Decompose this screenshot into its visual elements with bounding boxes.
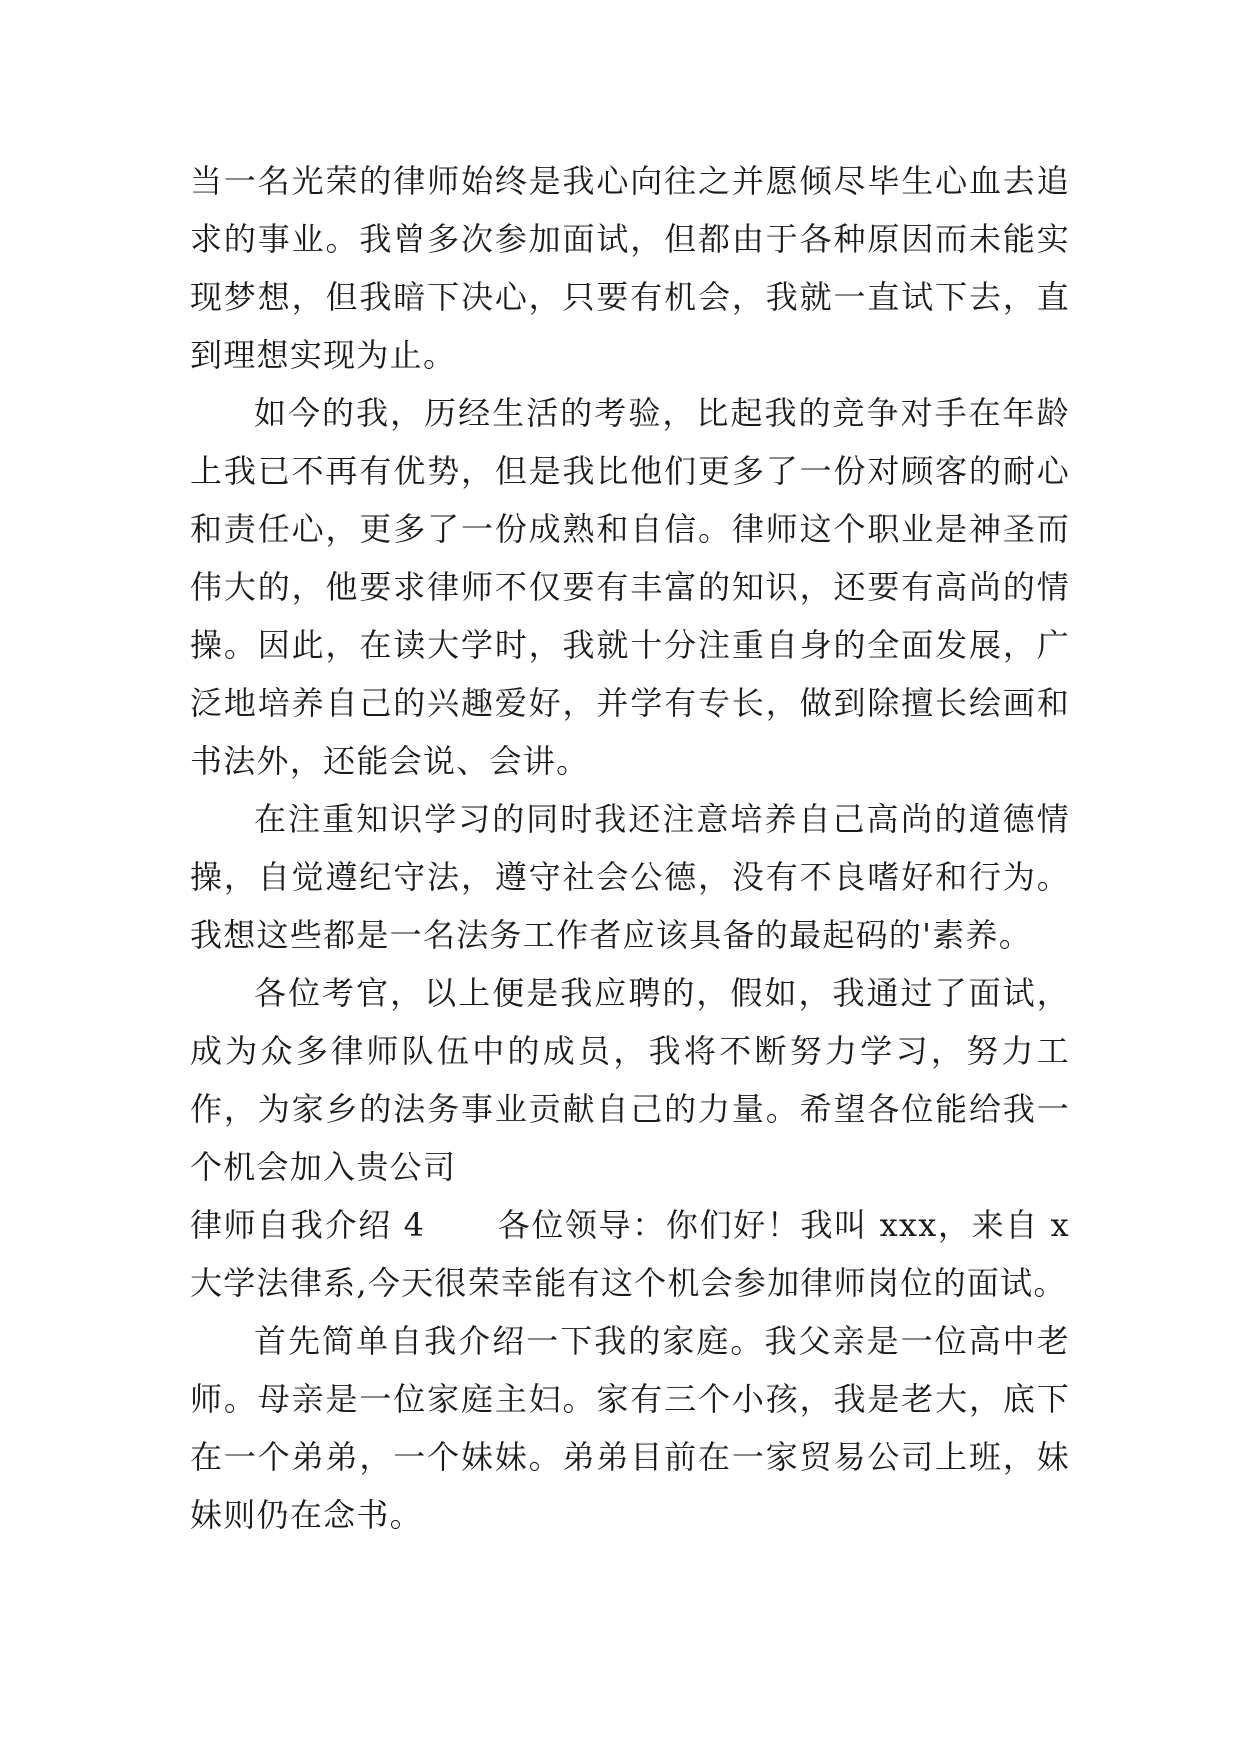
section-heading-line [190,1196,1070,1312]
paragraph-closing: 各位考官，以上便是我应聘的，假如，我通过了面试，成为众多律师队伍中的成员，我将不断努力学习，努力工作，为家乡的法务事业贡献自己的力量。希望各位能给我一个机会加入贵公司 [190,974,1070,1186]
paragraph-experience: 如今的我，历经生活的考验，比起我的竞争对手在年龄上我已不再有优势，但是我比他们更多了一份对顾客的耐心和责任心，更多了一份成熟和自信。律师这个职业是神圣而伟大的，他要求律师不仅要有丰富的知识，还要有高尚的情操。因此，在读大学时，我就十分注重自身的全面发展，广泛地培养自己的兴趣爱好，并学有专长，做到除擅长绘画和书法外，还能会说、会讲。 [190,394,1070,780]
document-body [190,152,1070,1544]
section-title: 律师自我介绍 4 [190,1206,426,1244]
section-intro: 各位领导：你们好！我叫 xxx，来自 x 大学法律系,今天很荣幸能有这个机会参加律师岗位的面试。 [190,1206,1070,1302]
paragraph-career-aspiration: 当一名光荣的律师始终是我心向往之并愿倾尽毕生心血去追求的事业。我曾多次参加面试，但都由于各种原因而未能实现梦想，但我暗下决心，只要有机会，我就一直试下去，直到理想实现为止。 [190,162,1070,374]
paragraph-family: 首先简单自我介绍一下我的家庭。我父亲是一位高中老师。母亲是一位家庭主妇。家有三个小孩，我是老大，底下在一个弟弟，一个妹妹。弟弟目前在一家贸易公司上班，妹妹则仍在念书。 [190,1322,1070,1534]
paragraph-moral-character: 在注重知识学习的同时我还注意培养自己高尚的道德情操，自觉遵纪守法，遵守社会公德，没有不良嗜好和行为。我想这些都是一名法务工作者应该具备的最起码的'素养。 [190,800,1070,954]
